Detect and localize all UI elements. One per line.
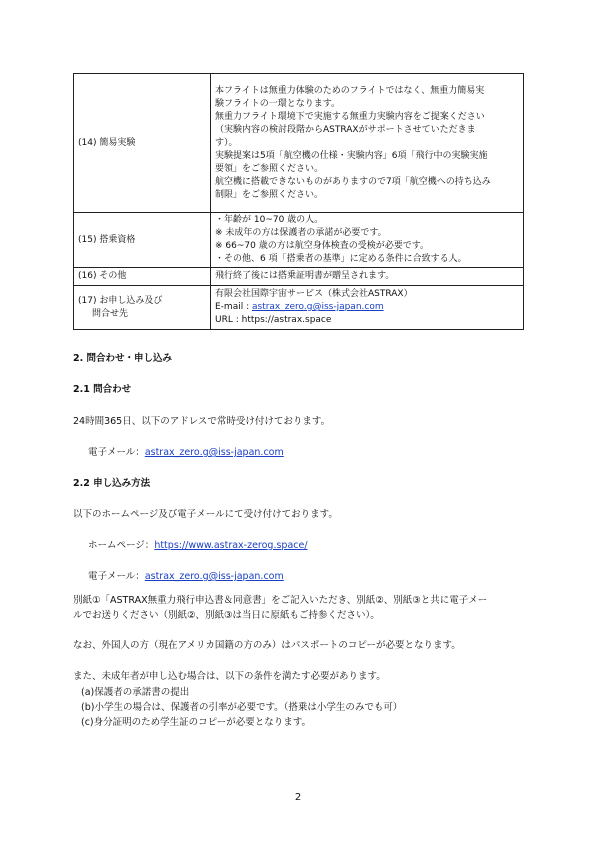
email-link[interactable]: astrax_zero.g@iss-japan.com	[144, 447, 284, 458]
email-link[interactable]: astrax_zero.g@iss-japan.com	[144, 571, 284, 582]
paragraph-line: ルでお送りください（別紙②、別紙③は当日に原紙もご持参ください）。	[73, 610, 380, 621]
label-line: 問合せ先	[92, 308, 129, 319]
text-line: 験フライトの一環となります。	[215, 98, 341, 109]
hp-label: ホームページ：	[88, 540, 155, 551]
url-line: URL : https://astrax.space	[215, 315, 332, 325]
contact-line	[88, 537, 308, 551]
email-line	[215, 301, 519, 314]
info-table	[73, 73, 524, 330]
row-label: (16) その他	[74, 268, 211, 286]
contact-line	[88, 568, 284, 582]
row-label: (15) 搭乗資格	[74, 213, 211, 268]
text-line: 本フライトは無重力体験のためのフライトではなく、無重力簡易実	[215, 85, 485, 96]
text-line: （実験内容の検討段階からASTRAXがサポートさせていただきま	[215, 124, 476, 135]
table-row	[74, 74, 524, 213]
text-line: 実験提案は5項「航空機の仕様・実験内容」6項「飛行中の実験実施	[215, 150, 488, 161]
row-value	[211, 74, 524, 213]
text-line: ※ 66~70 歳の方は航空身体検査の受検が必要です。	[215, 241, 429, 251]
row-value	[211, 268, 524, 286]
paragraph: また、未成年者が申し込む場合は、以下の条件を満たす必要があります。	[73, 671, 386, 682]
text-line: 有限会社国際宇宙サービス（株式会社ASTRAX）	[215, 289, 413, 299]
paragraph: なお、外国人の方（現在アメリカ国籍の方のみ）はパスポートのコピーが必要となります。	[73, 640, 461, 651]
text-line: 要領」をご参照ください。	[215, 163, 324, 174]
table-row	[74, 213, 524, 268]
text-line: 制限」をご参照ください。	[215, 189, 324, 200]
contact-line	[88, 444, 284, 458]
row-value	[211, 286, 524, 330]
text-line: す）。	[215, 137, 238, 148]
row-label: (14) 簡易実験	[74, 74, 211, 213]
text-line: 航空機に搭載できないものがありますので7項「航空機への持ち込み	[215, 176, 491, 187]
table-row	[74, 286, 524, 330]
section-heading: 2.2 申し込み方法	[73, 478, 151, 489]
paragraph-line: 別紙①「ASTRAX無重力飛行申込書＆同意書」をご記入いただき、別紙②、別紙③と共に電子メー	[73, 595, 488, 606]
text-line: 飛行終了後には搭乗証明書が贈呈されます。	[215, 271, 395, 281]
section-heading: 2. 問合わせ・申し込み	[73, 353, 173, 364]
condition-item: (c)身分証明のため学生証のコピーが必要となります。	[81, 717, 311, 728]
text-line: ・その他、6 項「搭乗者の基準」に定める条件に合致する人。	[215, 254, 467, 264]
row-value	[211, 213, 524, 268]
label-line: (17) お申し込み及び	[78, 295, 163, 306]
mail-label: 電子メール：	[88, 447, 145, 458]
table-row	[74, 268, 524, 286]
homepage-link[interactable]: https://www.astrax-zerog.space/	[154, 540, 308, 551]
row-label	[74, 286, 211, 330]
mail-label: 電子メール：	[88, 571, 145, 582]
condition-item: (a)保護者の承諾書の提出	[81, 687, 190, 698]
section-heading: 2.1 問合わせ	[73, 384, 132, 395]
text-line: ※ 未成年の方は保護者の承諾が必要です。	[215, 228, 387, 238]
text-line: 無重力フライト環境下で実施する無重力実験内容をご提案ください	[215, 111, 485, 122]
text-line: ・年齢が 10~70 歳の人。	[215, 215, 324, 225]
email-link[interactable]: astrax_zero.g@iss-japan.com	[251, 302, 384, 312]
page-number: 2	[294, 792, 302, 803]
email-prefix: E-mail :	[215, 302, 252, 312]
paragraph: 24時間365日、以下のアドレスで常時受け付けております。	[73, 416, 331, 427]
paragraph: 以下のホームページ及び電子メールにて受け付けております。	[73, 509, 338, 520]
condition-item: (b)小学生の場合は、保護者の引率が必要です。（搭乗は小学生のみでも可）	[81, 702, 403, 713]
